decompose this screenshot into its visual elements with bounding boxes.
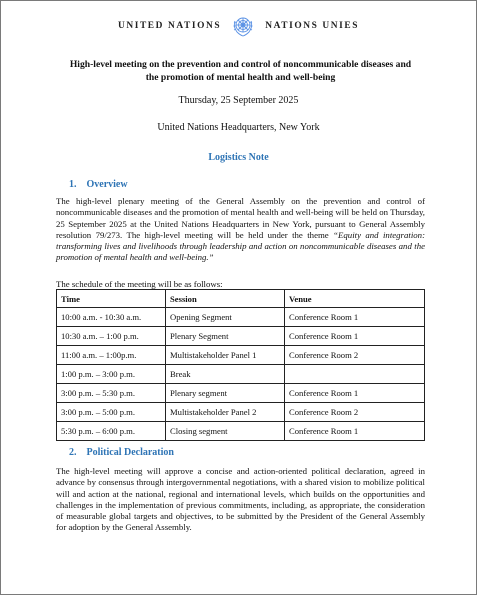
venue-cell: Conference Room 2 xyxy=(285,403,425,422)
section-1-title: Overview xyxy=(86,179,128,190)
letterhead-english: UNITED NATIONS xyxy=(117,21,222,31)
time-cell: 3:00 p.m. – 5:30 p.m. xyxy=(57,384,166,403)
section-1-number: 1. xyxy=(69,179,77,190)
meeting-venue: United Nations Headquarters, New York xyxy=(157,122,320,133)
schedule-table xyxy=(56,289,425,441)
title-line-2: the promotion of mental health and well-being xyxy=(145,71,336,83)
session-cell: Break xyxy=(166,365,285,384)
session-cell: Plenary segment xyxy=(166,384,285,403)
time-cell: 10:00 a.m. - 10:30 a.m. xyxy=(57,308,166,327)
section-2-title: Political Declaration xyxy=(86,447,174,458)
time-cell: 1:00 p.m. – 3:00 p.m. xyxy=(57,365,166,384)
overview-paragraph xyxy=(56,196,425,264)
meeting-theme: “Equity and integration: transforming lives and livelihoods through leadership and action on noncommunicable diseases and the promotion of mental health and well-being.” xyxy=(56,229,425,263)
table-row xyxy=(57,327,425,346)
time-cell: 10:30 a.m. – 1:00 p.m. xyxy=(57,327,166,346)
venue-cell xyxy=(285,365,425,384)
document-title xyxy=(41,59,440,84)
session-cell: Closing segment xyxy=(166,422,285,441)
column-header-venue: Venue xyxy=(285,290,425,308)
time-cell: 3:00 p.m. – 5:00 p.m. xyxy=(57,403,166,422)
table-row xyxy=(57,422,425,441)
meeting-date: Thursday, 25 September 2025 xyxy=(178,95,299,106)
time-cell: 11:00 a.m. – 1:00p.m. xyxy=(57,346,166,365)
column-header-session: Session xyxy=(166,290,285,308)
table-row xyxy=(57,403,425,422)
venue-cell: Conference Room 1 xyxy=(285,422,425,441)
letterhead-french: NATIONS UNIES xyxy=(265,21,360,31)
venue-cell: Conference Room 1 xyxy=(285,327,425,346)
section-1-heading xyxy=(69,179,128,190)
title-line-1: High-level meeting on the prevention and control of noncommunicable diseases and xyxy=(69,59,412,70)
table-row xyxy=(57,365,425,384)
column-header-time: Time xyxy=(57,290,166,308)
section-2-heading xyxy=(69,447,174,458)
overview-text: The high-level plenary meeting of the General Assembly on the prevention and control of noncommunicable diseases and the promotion of mental health and well-being will be held on Thursday, 25 September 2025 at the United Nations Headquarters in New York, pursuant to General Assembly resolution 79/273. The high-level meeting will be held under the theme xyxy=(56,196,425,240)
session-cell: Opening Segment xyxy=(166,308,285,327)
session-cell: Multistakeholder Panel 1 xyxy=(166,346,285,365)
table-row xyxy=(57,308,425,327)
session-cell: Multistakeholder Panel 2 xyxy=(166,403,285,422)
schedule-header-row xyxy=(57,290,425,308)
session-cell: Plenary Segment xyxy=(166,327,285,346)
note-title: Logistics Note xyxy=(208,152,269,163)
time-cell: 5:30 p.m. – 6:00 p.m. xyxy=(57,422,166,441)
venue-cell: Conference Room 1 xyxy=(285,384,425,403)
un-emblem-icon xyxy=(231,14,255,38)
venue-cell: Conference Room 2 xyxy=(285,346,425,365)
schedule-intro: The schedule of the meeting will be as follows: xyxy=(56,279,223,289)
venue-cell: Conference Room 1 xyxy=(285,308,425,327)
political-declaration-paragraph: The high-level meeting will approve a concise and action-oriented political declaration, agreed in advance by consensus through intergovernmental negotiations, with a shared vision to mobilize political will and action at the national, regional and international levels, which builds on the opportunities and challenges in the implementation of previous commitments, including, as appropriate, the consideration of measurable global targets and objectives, to be submitted by the President of the General Assembly for adoption by the General Assembly. xyxy=(56,466,425,533)
table-row xyxy=(57,346,425,365)
table-row xyxy=(57,384,425,403)
letterhead xyxy=(1,14,476,38)
section-2-number: 2. xyxy=(69,447,77,458)
